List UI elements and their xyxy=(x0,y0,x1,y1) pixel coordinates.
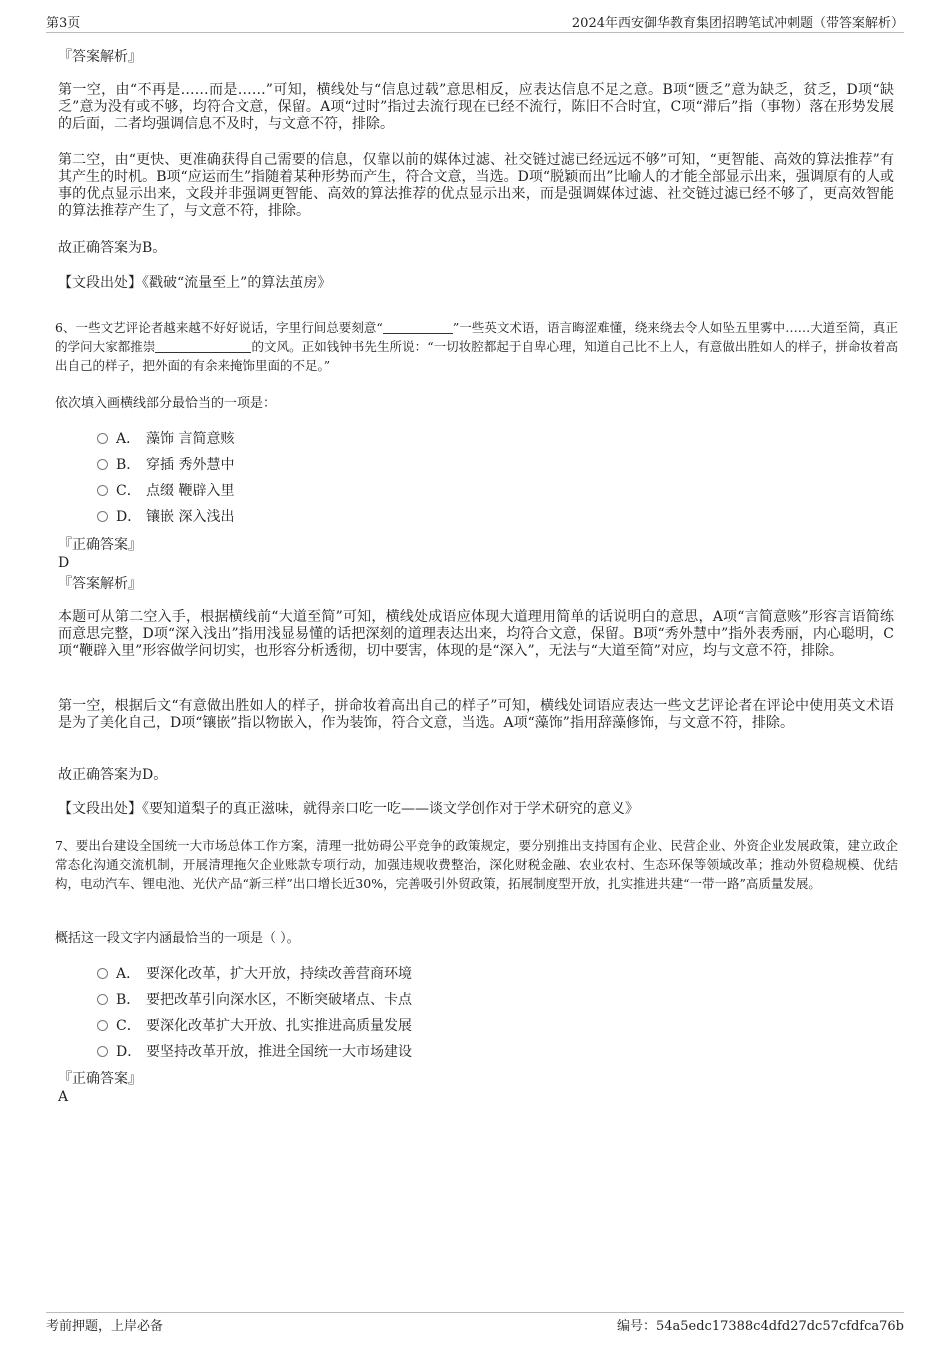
document-code: 编号：54a5edc17388c4dfd27dc57cfdfca76b xyxy=(616,1319,904,1334)
q5-analysis-p1: 第一空，由“不再是……而是……”可知，横线处与“信息过载”意思相反，应表达信息不足之意。B项“匮乏”意为缺乏，贫乏，D项“缺乏”意为没有或不够，均符合文意，保留。A项“过时”指过去流行现在已经不流行，陈旧不合时宜，C项“滞后”指（事物）落在形势发展的后面，二者均强调信息不及时，与文意不符，排除。 xyxy=(58,82,894,132)
q7-option-d[interactable]: D． 要坚持改革开放，推进全国统一大市场建设 xyxy=(97,1043,412,1061)
q6-option-c[interactable]: C． 点缀 鞭辟入里 xyxy=(97,482,234,500)
radio-icon[interactable] xyxy=(97,1020,108,1031)
q5-analysis-p2: 第二空，由“更快、更准确获得自己需要的信息，仅靠以前的媒体过滤、社交链过滤已经远远不够”可知，“更智能、高效的算法推荐”有其产生的时机。B项“应运而生”指随着某种形势而产生，符合文意，当选。D项“脱颖而出”比喻人的才能全部显示出来，强调原有的人或事的优点显示出来，文段并非强调更智能、高效的算法推荐的优点显示出来，而是强调媒体过滤、社交链过滤已经不够了，更高效智能的算法推荐产生了，与文意不符，排除。 xyxy=(58,152,894,219)
q7-prompt: 概括这一段文字内涵最恰当的一项是（ ）。 xyxy=(55,931,300,946)
q5-conclusion: 故正确答案为B。 xyxy=(58,240,167,256)
page-footer xyxy=(46,1312,904,1333)
q6-stem: 6、一些文艺评论者越来越不好好说话，字里行间总要刻意“ ”一些英文术语，语言晦涩难懂，绕来绕去令人如坠五里雾中……大道至简，真正的学问大家都推崇 的文风。正如钱钟书先生所说：“一切妆腔都起于自卑心理，知道自己比不上人，有意做出胜如人的样子，拼命妆着高出自己的样子，把外面的有余来掩饰里面的不足。” xyxy=(55,320,898,373)
document-title: 2024年西安御华教育集团招聘笔试冲刺题（带答案解析） xyxy=(571,16,904,31)
radio-icon[interactable] xyxy=(97,459,108,470)
radio-icon[interactable] xyxy=(97,485,108,496)
radio-icon[interactable] xyxy=(97,994,108,1005)
q6-answer-label: 『正确答案』 xyxy=(58,537,142,553)
q6-option-a[interactable]: A． 藻饰 言简意赅 xyxy=(97,430,234,448)
q6-blank-2 xyxy=(155,340,251,353)
radio-icon[interactable] xyxy=(97,511,108,522)
q6-conclusion: 故正确答案为D。 xyxy=(58,767,168,783)
q7-option-a[interactable]: A． 要深化改革，扩大开放，持续改善营商环境 xyxy=(97,965,412,983)
q6-answer: D xyxy=(58,555,70,571)
q7-stem: 7、要出台建设全国统一大市场总体工作方案，清理一批妨碍公平竞争的政策规定，要分别推出支持国有企业、民营企业、外资企业发展政策，建立政企常态化沟通交流机制，开展清理拖欠企业账款专项行动，加强违规收费整治，深化财税金融、农业农村、生态环保等领域改革；推动外贸稳规模、优结构，电动汽车、锂电池、光伏产品“新三样”出口增长近30%，完善吸引外贸政策，拓展制度型开放，扎实推进共建“一带一路”高质量发展。 xyxy=(55,838,898,891)
footer-slogan: 考前押题，上岸必备 xyxy=(46,1319,164,1334)
q6-analysis-label: 『答案解析』 xyxy=(58,576,142,592)
q6-analysis-p1: 本题可从第二空入手，根据横线前“大道至简”可知，横线处成语应体现大道理用简单的话说明白的意思，A项“言简意赅”形容言语简练而意思完整，D项“深入浅出”指用浅显易懂的话把深刻的道理表达出来，均符合文意，保留。B项“秀外慧中”指外表秀丽，内心聪明，C项“鞭辟入里”形容做学问切实，也形容分析透彻，切中要害，体现的是“深入”，无法与“大道至简”对应，均与文意不符，排除。 xyxy=(58,609,894,659)
q5-analysis-label: 『答案解析』 xyxy=(58,49,142,65)
q6-source: 【文段出处】《要知道梨子的真正滋味，就得亲口吃一吃——谈文学创作对于学术研究的意义》 xyxy=(58,801,639,817)
q5-source: 【文段出处】《戳破“流量至上”的算法茧房》 xyxy=(58,275,332,291)
page-header xyxy=(46,12,904,33)
q6-option-b[interactable]: B． 穿插 秀外慧中 xyxy=(97,456,234,474)
radio-icon[interactable] xyxy=(97,433,108,444)
q7-answer-label: 『正确答案』 xyxy=(58,1071,142,1087)
radio-icon[interactable] xyxy=(97,968,108,979)
q6-prompt: 依次填入画横线部分最恰当的一项是： xyxy=(55,396,277,411)
page-number: 第3页 xyxy=(46,16,81,31)
q7-option-c[interactable]: C． 要深化改革扩大开放、扎实推进高质量发展 xyxy=(97,1017,412,1035)
q6-blank-1 xyxy=(383,321,453,334)
q7-answer: A xyxy=(58,1089,69,1105)
q6-analysis-p2: 第一空，根据后文“有意做出胜如人的样子，拼命妆着高出自己的样子”可知，横线处词语应表达一些文艺评论者在评论中使用英文术语是为了美化自己，D项“镶嵌”指以物嵌入，作为装饰，符合文意，当选。A项“藻饰”指用辞藻修饰，与文意不符，排除。 xyxy=(58,698,894,731)
q6-option-d[interactable]: D． 镶嵌 深入浅出 xyxy=(97,508,234,526)
q7-option-b[interactable]: B． 要把改革引向深水区，不断突破堵点、卡点 xyxy=(97,991,412,1009)
radio-icon[interactable] xyxy=(97,1046,108,1057)
